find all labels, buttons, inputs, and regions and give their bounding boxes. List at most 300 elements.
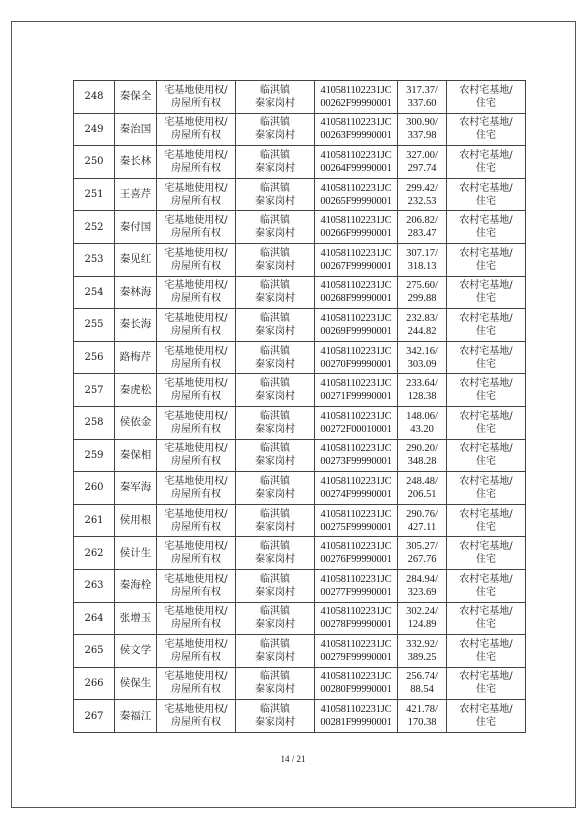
location-line: 秦家岗村 (255, 456, 295, 468)
land-use-line: 农村宅基地/ (459, 345, 513, 357)
land-use-line: 农村宅基地/ (459, 247, 513, 259)
location-line: 秦家岗村 (255, 423, 295, 435)
land-use-line: 农村宅基地/ (459, 475, 513, 487)
area-line: 128.38 (407, 391, 437, 403)
land-use-line: 农村宅基地/ (459, 508, 513, 520)
row-number-cell: 258 (74, 406, 115, 439)
owner-name-cell: 侯保生 (115, 667, 157, 700)
right-type-cell (157, 504, 236, 537)
parcel-code-line: 00281F99990001 (320, 717, 392, 729)
location-line: 临淇镇 (260, 182, 290, 194)
right-type-line: 房屋所有权 (171, 684, 221, 696)
right-type-line: 房屋所有权 (171, 97, 221, 109)
right-type-line: 房屋所有权 (171, 554, 221, 566)
location-line: 临淇镇 (260, 410, 290, 422)
location-cell (236, 667, 315, 700)
location-line: 秦家岗村 (255, 195, 295, 207)
location-line: 秦家岗村 (255, 391, 295, 403)
parcel-code-line: 410581102231JC (320, 378, 392, 390)
area-line: 342.16/ (406, 345, 438, 357)
land-use-line: 农村宅基地/ (459, 606, 513, 618)
land-use-line: 住宅 (476, 162, 496, 174)
land-use-line: 农村宅基地/ (459, 182, 513, 194)
parcel-code-line: 00277F99990001 (320, 586, 392, 598)
land-use-line: 住宅 (476, 586, 496, 598)
land-use-cell (447, 569, 526, 602)
location-line: 临淇镇 (260, 149, 290, 161)
owner-name-cell: 秦福江 (115, 700, 157, 733)
area-line: 232.53 (407, 195, 437, 207)
owner-name-cell: 侯文学 (115, 635, 157, 668)
parcel-code-cell (315, 472, 398, 505)
right-type-line: 宅基地使用权/ (164, 541, 228, 553)
area-line: 232.83/ (406, 312, 438, 324)
land-use-line: 住宅 (476, 130, 496, 142)
area-line: 290.20/ (406, 443, 438, 455)
parcel-code-line: 00269F99990001 (320, 325, 392, 337)
right-type-line: 房屋所有权 (171, 717, 221, 729)
land-use-line: 农村宅基地/ (459, 117, 513, 129)
parcel-code-cell (315, 602, 398, 635)
row-number-cell: 250 (74, 146, 115, 179)
area-line: 348.28 (407, 456, 437, 468)
location-line: 秦家岗村 (255, 521, 295, 533)
location-cell (236, 472, 315, 505)
land-use-cell (447, 537, 526, 570)
location-line: 临淇镇 (260, 215, 290, 227)
location-cell (236, 243, 315, 276)
parcel-code-line: 410581102231JC (320, 312, 392, 324)
area-line: 299.42/ (406, 182, 438, 194)
row-number-cell: 262 (74, 537, 115, 570)
land-use-cell (447, 113, 526, 146)
area-line: 317.37/ (406, 84, 438, 96)
right-type-line: 房屋所有权 (171, 521, 221, 533)
row-number-cell: 259 (74, 439, 115, 472)
parcel-code-cell (315, 211, 398, 244)
table-row (74, 472, 526, 505)
right-type-cell (157, 276, 236, 309)
parcel-code-line: 410581102231JC (320, 541, 392, 553)
land-use-line: 农村宅基地/ (459, 541, 513, 553)
location-cell (236, 700, 315, 733)
land-use-cell (447, 504, 526, 537)
area-line: 337.98 (407, 130, 437, 142)
location-cell (236, 374, 315, 407)
land-use-cell (447, 146, 526, 179)
location-cell (236, 569, 315, 602)
parcel-code-cell (315, 243, 398, 276)
location-line: 秦家岗村 (255, 260, 295, 272)
location-line: 秦家岗村 (255, 586, 295, 598)
area-cell (398, 602, 447, 635)
parcel-code-line: 410581102231JC (320, 573, 392, 585)
parcel-code-line: 410581102231JC (320, 182, 392, 194)
parcel-code-cell (315, 700, 398, 733)
area-cell (398, 178, 447, 211)
right-type-cell (157, 178, 236, 211)
page-number: 14 / 21 (280, 754, 306, 764)
area-cell (398, 113, 447, 146)
table-row (74, 309, 526, 342)
land-use-cell (447, 602, 526, 635)
location-line: 临淇镇 (260, 443, 290, 455)
area-line: 283.47 (407, 228, 437, 240)
table-row (74, 635, 526, 668)
location-line: 临淇镇 (260, 247, 290, 259)
row-number-cell: 252 (74, 211, 115, 244)
location-line: 临淇镇 (260, 541, 290, 553)
right-type-line: 房屋所有权 (171, 325, 221, 337)
land-use-line: 住宅 (476, 651, 496, 663)
table-row (74, 439, 526, 472)
location-cell (236, 406, 315, 439)
table-row (74, 602, 526, 635)
land-use-cell (447, 309, 526, 342)
right-type-line: 宅基地使用权/ (164, 215, 228, 227)
right-type-line: 宅基地使用权/ (164, 671, 228, 683)
parcel-code-line: 00280F99990001 (320, 684, 392, 696)
parcel-code-line: 00263F99990001 (320, 130, 392, 142)
area-cell (398, 243, 447, 276)
area-line: 427.11 (407, 521, 437, 533)
parcel-code-cell (315, 276, 398, 309)
right-type-line: 房屋所有权 (171, 586, 221, 598)
parcel-code-line: 00276F99990001 (320, 554, 392, 566)
owner-name-cell: 秦林海 (115, 276, 157, 309)
table-row (74, 113, 526, 146)
parcel-code-line: 00271F99990001 (320, 391, 392, 403)
area-cell (398, 309, 447, 342)
location-line: 秦家岗村 (255, 130, 295, 142)
parcel-code-line: 410581102231JC (320, 475, 392, 487)
location-line: 临淇镇 (260, 280, 290, 292)
parcel-code-line: 410581102231JC (320, 149, 392, 161)
location-cell (236, 504, 315, 537)
right-type-line: 宅基地使用权/ (164, 606, 228, 618)
right-type-line: 宅基地使用权/ (164, 182, 228, 194)
parcel-code-line: 00272F00010001 (320, 423, 392, 435)
location-cell (236, 81, 315, 114)
land-use-line: 住宅 (476, 619, 496, 631)
land-use-cell (447, 243, 526, 276)
land-use-cell (447, 211, 526, 244)
parcel-code-line: 00266F99990001 (320, 228, 392, 240)
parcel-code-cell (315, 341, 398, 374)
registration-table-body (74, 81, 526, 733)
land-use-line: 农村宅基地/ (459, 215, 513, 227)
area-line: 248.48/ (406, 475, 438, 487)
right-type-line: 房屋所有权 (171, 651, 221, 663)
land-use-line: 住宅 (476, 488, 496, 500)
area-line: 267.76 (407, 554, 437, 566)
parcel-code-cell (315, 569, 398, 602)
parcel-code-line: 410581102231JC (320, 280, 392, 292)
owner-name-cell: 张增玉 (115, 602, 157, 635)
row-number-cell: 254 (74, 276, 115, 309)
right-type-line: 宅基地使用权/ (164, 378, 228, 390)
location-line: 临淇镇 (260, 508, 290, 520)
land-use-line: 住宅 (476, 325, 496, 337)
location-line: 临淇镇 (260, 117, 290, 129)
table-row (74, 406, 526, 439)
right-type-line: 宅基地使用权/ (164, 117, 228, 129)
right-type-cell (157, 341, 236, 374)
right-type-line: 房屋所有权 (171, 423, 221, 435)
land-use-cell (447, 635, 526, 668)
location-line: 秦家岗村 (255, 293, 295, 305)
parcel-code-line: 410581102231JC (320, 117, 392, 129)
area-line: 307.17/ (406, 247, 438, 259)
right-type-line: 房屋所有权 (171, 195, 221, 207)
parcel-code-line: 410581102231JC (320, 443, 392, 455)
right-type-cell (157, 374, 236, 407)
land-use-cell (447, 341, 526, 374)
area-line: 275.60/ (406, 280, 438, 292)
land-use-line: 农村宅基地/ (459, 573, 513, 585)
area-line: 302.24/ (406, 606, 438, 618)
area-cell (398, 374, 447, 407)
right-type-line: 房屋所有权 (171, 619, 221, 631)
right-type-cell (157, 81, 236, 114)
parcel-code-line: 00275F99990001 (320, 521, 392, 533)
area-line: 284.94/ (406, 573, 438, 585)
parcel-code-line: 410581102231JC (320, 671, 392, 683)
right-type-cell (157, 146, 236, 179)
table-row (74, 700, 526, 733)
parcel-code-line: 410581102231JC (320, 508, 392, 520)
area-line: 206.82/ (406, 215, 438, 227)
right-type-line: 宅基地使用权/ (164, 149, 228, 161)
location-line: 秦家岗村 (255, 619, 295, 631)
location-line: 秦家岗村 (255, 488, 295, 500)
parcel-code-line: 00274F99990001 (320, 488, 392, 500)
location-cell (236, 635, 315, 668)
right-type-line: 房屋所有权 (171, 293, 221, 305)
parcel-code-line: 410581102231JC (320, 247, 392, 259)
row-number-cell: 264 (74, 602, 115, 635)
right-type-line: 房屋所有权 (171, 130, 221, 142)
parcel-code-cell (315, 309, 398, 342)
parcel-code-line: 00262F99990001 (320, 97, 392, 109)
row-number-cell: 267 (74, 700, 115, 733)
row-number-cell: 255 (74, 309, 115, 342)
location-line: 临淇镇 (260, 312, 290, 324)
table-row (74, 569, 526, 602)
parcel-code-cell (315, 504, 398, 537)
parcel-code-cell (315, 178, 398, 211)
table-row (74, 146, 526, 179)
table-row (74, 178, 526, 211)
location-line: 临淇镇 (260, 638, 290, 650)
land-use-cell (447, 667, 526, 700)
row-number-cell: 260 (74, 472, 115, 505)
location-cell (236, 439, 315, 472)
right-type-line: 房屋所有权 (171, 228, 221, 240)
area-line: 299.88 (407, 293, 437, 305)
row-number-cell: 265 (74, 635, 115, 668)
right-type-cell (157, 472, 236, 505)
owner-name-cell: 路梅芹 (115, 341, 157, 374)
location-line: 秦家岗村 (255, 228, 295, 240)
area-cell (398, 700, 447, 733)
land-use-line: 住宅 (476, 358, 496, 370)
registration-table (73, 80, 526, 733)
location-cell (236, 341, 315, 374)
right-type-cell (157, 309, 236, 342)
owner-name-cell: 秦付国 (115, 211, 157, 244)
owner-name-cell: 侯依金 (115, 406, 157, 439)
location-line: 秦家岗村 (255, 651, 295, 663)
parcel-code-cell (315, 374, 398, 407)
location-cell (236, 178, 315, 211)
area-line: 323.69 (407, 586, 437, 598)
land-use-cell (447, 374, 526, 407)
location-line: 秦家岗村 (255, 717, 295, 729)
land-use-cell (447, 700, 526, 733)
table-row (74, 667, 526, 700)
right-type-cell (157, 635, 236, 668)
row-number-cell: 266 (74, 667, 115, 700)
area-line: 43.20 (410, 423, 434, 435)
land-use-line: 农村宅基地/ (459, 410, 513, 422)
owner-name-cell: 秦见红 (115, 243, 157, 276)
area-line: 327.00/ (406, 149, 438, 161)
land-use-line: 农村宅基地/ (459, 638, 513, 650)
land-use-line: 农村宅基地/ (459, 312, 513, 324)
parcel-code-line: 410581102231JC (320, 410, 392, 422)
land-use-line: 住宅 (476, 293, 496, 305)
table-row (74, 374, 526, 407)
right-type-line: 宅基地使用权/ (164, 84, 228, 96)
area-cell (398, 146, 447, 179)
land-use-line: 农村宅基地/ (459, 671, 513, 683)
owner-name-cell: 秦虎松 (115, 374, 157, 407)
right-type-line: 宅基地使用权/ (164, 280, 228, 292)
land-use-line: 农村宅基地/ (459, 84, 513, 96)
land-use-line: 住宅 (476, 97, 496, 109)
area-line: 303.09 (407, 358, 437, 370)
land-use-line: 住宅 (476, 423, 496, 435)
parcel-code-cell (315, 406, 398, 439)
parcel-code-cell (315, 537, 398, 570)
area-line: 305.27/ (406, 541, 438, 553)
land-use-cell (447, 178, 526, 211)
right-type-cell (157, 439, 236, 472)
right-type-cell (157, 602, 236, 635)
right-type-cell (157, 667, 236, 700)
land-use-line: 农村宅基地/ (459, 378, 513, 390)
right-type-cell (157, 569, 236, 602)
row-number-cell: 261 (74, 504, 115, 537)
location-cell (236, 113, 315, 146)
right-type-cell (157, 406, 236, 439)
right-type-line: 房屋所有权 (171, 391, 221, 403)
land-use-line: 住宅 (476, 554, 496, 566)
parcel-code-line: 410581102231JC (320, 704, 392, 716)
table-row (74, 81, 526, 114)
right-type-cell (157, 113, 236, 146)
location-line: 秦家岗村 (255, 554, 295, 566)
owner-name-cell: 秦保全 (115, 81, 157, 114)
land-use-cell (447, 406, 526, 439)
area-cell (398, 667, 447, 700)
right-type-line: 房屋所有权 (171, 162, 221, 174)
parcel-code-line: 00265F99990001 (320, 195, 392, 207)
area-line: 233.64/ (406, 378, 438, 390)
right-type-line: 宅基地使用权/ (164, 475, 228, 487)
table-row (74, 341, 526, 374)
area-line: 300.90/ (406, 117, 438, 129)
location-line: 秦家岗村 (255, 325, 295, 337)
owner-name-cell: 秦海栓 (115, 569, 157, 602)
location-line: 临淇镇 (260, 671, 290, 683)
parcel-code-cell (315, 439, 398, 472)
row-number-cell: 253 (74, 243, 115, 276)
location-cell (236, 276, 315, 309)
area-line: 389.25 (407, 651, 437, 663)
location-cell (236, 211, 315, 244)
owner-name-cell: 王喜芹 (115, 178, 157, 211)
right-type-line: 宅基地使用权/ (164, 345, 228, 357)
parcel-code-line: 00270F99990001 (320, 358, 392, 370)
right-type-line: 宅基地使用权/ (164, 704, 228, 716)
area-cell (398, 537, 447, 570)
area-line: 206.51 (407, 488, 437, 500)
area-cell (398, 211, 447, 244)
table-row (74, 211, 526, 244)
area-line: 124.89 (407, 619, 437, 631)
land-use-line: 住宅 (476, 228, 496, 240)
area-line: 256.74/ (406, 671, 438, 683)
right-type-line: 房屋所有权 (171, 358, 221, 370)
land-use-line: 农村宅基地/ (459, 280, 513, 292)
land-use-cell (447, 472, 526, 505)
land-use-line: 住宅 (476, 195, 496, 207)
location-cell (236, 602, 315, 635)
parcel-code-cell (315, 146, 398, 179)
area-line: 318.13 (407, 260, 437, 272)
row-number-cell: 251 (74, 178, 115, 211)
location-line: 临淇镇 (260, 475, 290, 487)
location-line: 临淇镇 (260, 704, 290, 716)
land-use-line: 农村宅基地/ (459, 704, 513, 716)
land-use-line: 住宅 (476, 521, 496, 533)
location-cell (236, 537, 315, 570)
land-use-line: 农村宅基地/ (459, 443, 513, 455)
parcel-code-line: 00267F99990001 (320, 260, 392, 272)
land-use-cell (447, 81, 526, 114)
row-number-cell: 263 (74, 569, 115, 602)
table-row (74, 504, 526, 537)
right-type-cell (157, 537, 236, 570)
parcel-code-cell (315, 113, 398, 146)
parcel-code-cell (315, 635, 398, 668)
area-line: 290.76/ (406, 508, 438, 520)
location-cell (236, 309, 315, 342)
area-cell (398, 406, 447, 439)
parcel-code-line: 00279F99990001 (320, 651, 392, 663)
land-use-line: 住宅 (476, 456, 496, 468)
parcel-code-line: 410581102231JC (320, 606, 392, 618)
land-use-cell (447, 439, 526, 472)
row-number-cell: 257 (74, 374, 115, 407)
row-number-cell: 249 (74, 113, 115, 146)
right-type-line: 宅基地使用权/ (164, 312, 228, 324)
owner-name-cell: 秦长海 (115, 309, 157, 342)
parcel-code-line: 410581102231JC (320, 215, 392, 227)
right-type-line: 房屋所有权 (171, 488, 221, 500)
